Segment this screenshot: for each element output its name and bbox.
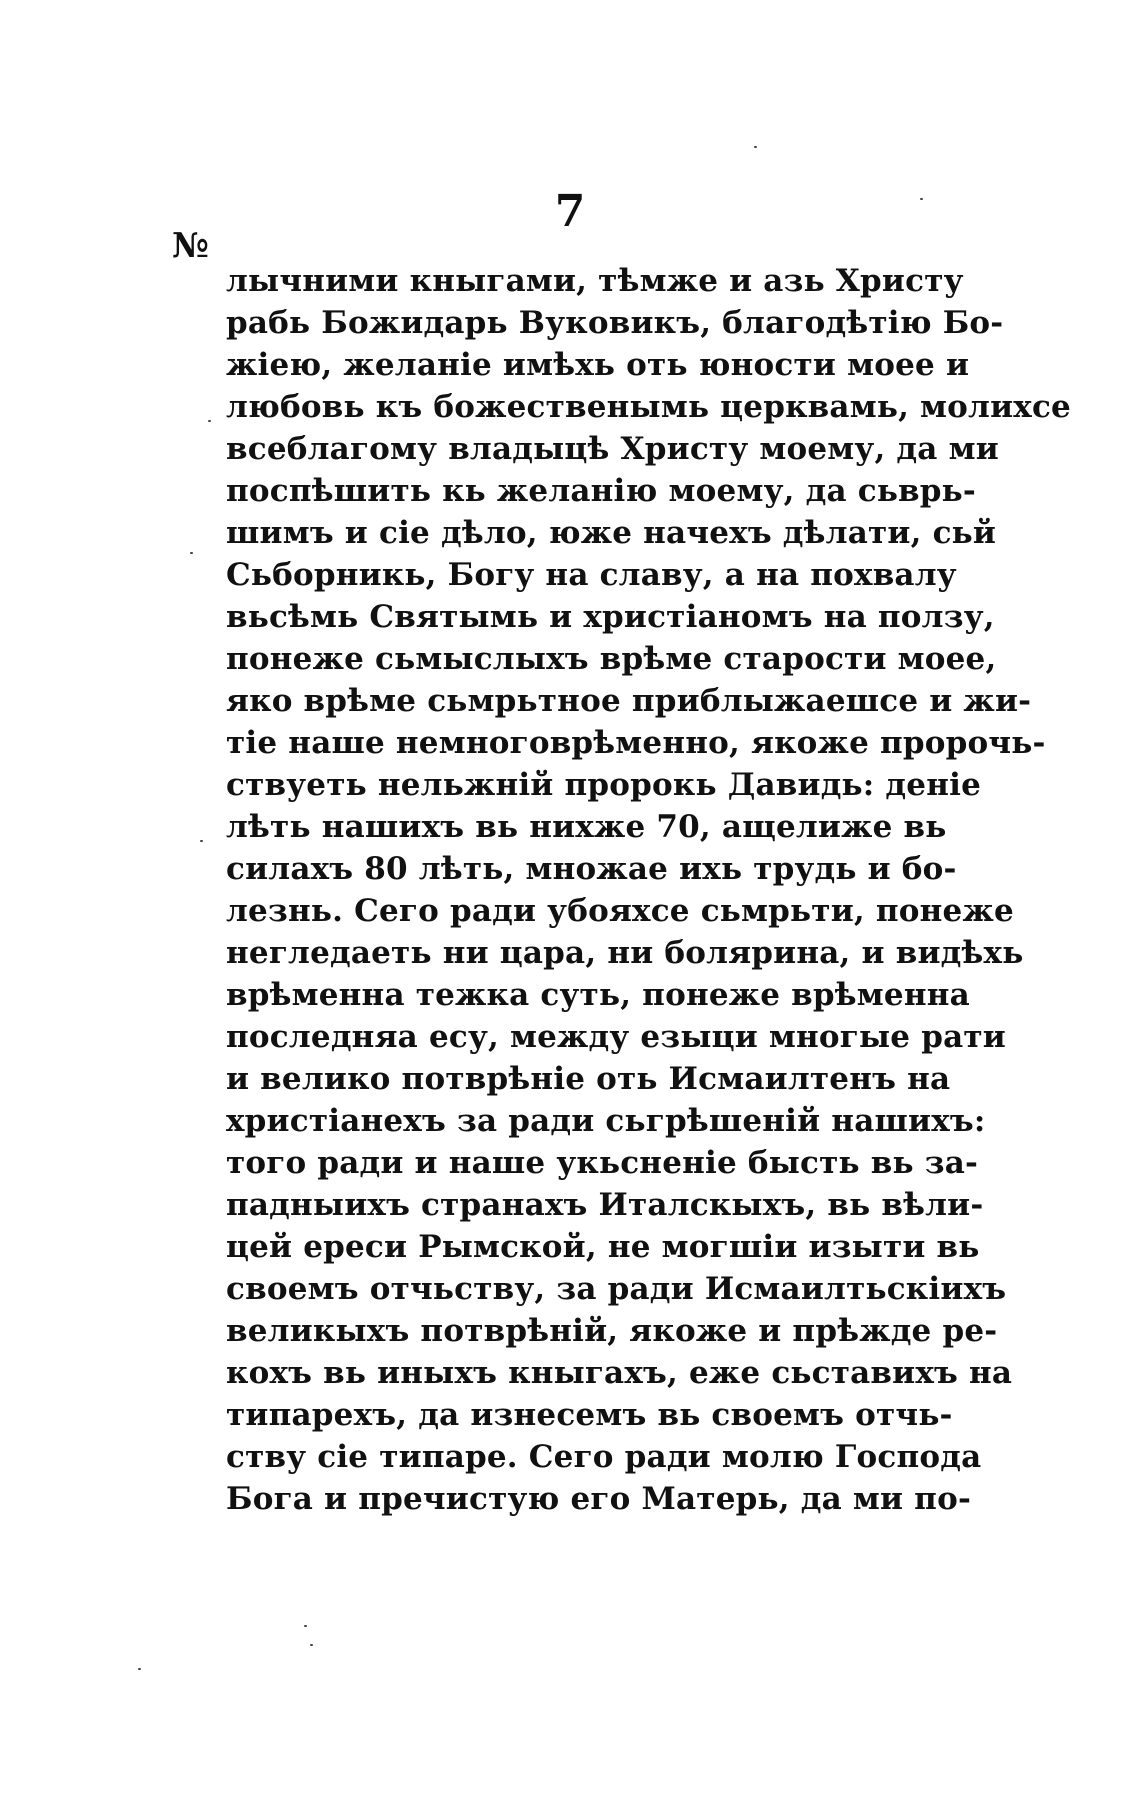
page-number: 7 xyxy=(554,186,586,237)
text-line: христіанехъ за ради сьгрѣшеній нашихъ: xyxy=(226,1103,986,1139)
text-line: ствуеть нельжній пророкь Давидь: деніе xyxy=(226,767,982,803)
text-line: всеблагому владыцѣ Христу моему, да ми xyxy=(226,431,999,467)
text-line: своемъ отчьству, за ради Исмаилтьскіихъ xyxy=(226,1271,1007,1307)
text-line: жіею, желаніе имѣхь оть юности моее и xyxy=(226,347,970,383)
text-line: Бога и пречистую его Матерь, да ми по- xyxy=(226,1481,972,1517)
scan-speck xyxy=(310,1644,313,1646)
text-line: рабь Божидарь Вуковикъ, благодѣтію Бо- xyxy=(226,305,1004,341)
text-line: яко врѣме сьмрьтное приблыжаешсе и жи- xyxy=(226,683,1032,719)
text-line: и велико потврѣніе оть Исмаилтенъ на xyxy=(226,1061,951,1097)
scan-speck xyxy=(920,198,923,200)
text-line: кохъ вь иныхъ кныгахъ, еже сьставихъ на xyxy=(226,1355,1013,1391)
text-line: лычними кныгами, тѣмже и азь Христу xyxy=(226,263,964,299)
signature-mark: № xyxy=(172,226,209,266)
text-line: вьсѣмь Святымь и христіаномъ на ползу, xyxy=(226,599,995,635)
scan-speck xyxy=(304,1625,307,1627)
text-line: последняа есу, между езыци многые рати xyxy=(226,1019,1006,1055)
scan-speck xyxy=(190,552,193,554)
text-line: лезнь. Сего ради убояхсе сьмрьти, понеже xyxy=(226,893,1014,929)
text-line: падныихъ странахъ Италскыхъ, вь вѣли- xyxy=(226,1187,984,1223)
text-line: цей ереси Рымской, не могшіи изыти вь xyxy=(226,1229,980,1265)
text-line: шимъ и сіе дѣло, юже начехъ дѣлати, сьй xyxy=(226,515,997,551)
text-line: поспѣшить кь желанію моему, да сьврь- xyxy=(226,473,976,509)
scan-speck xyxy=(200,840,203,842)
scan-speck xyxy=(138,1668,141,1670)
text-line: Сьборникь, Богу на славу, а на похвалу xyxy=(226,557,957,593)
text-line: типарехъ, да изнесемъ вь своемъ отчь- xyxy=(226,1397,953,1433)
scan-speck xyxy=(208,420,211,422)
text-line: понеже сьмыслыхъ врѣме старости моее, xyxy=(226,641,997,677)
text-line: лѣть нашихъ вь нихже 70, ащелиже вь xyxy=(226,809,947,845)
text-line: врѣменна тежка суть, понеже врѣменна xyxy=(226,977,970,1013)
text-line: силахъ 80 лѣть, множае ихь трудь и бо- xyxy=(226,851,957,887)
text-line: тіе наше немноговрѣменно, якоже пророчь- xyxy=(226,725,1046,761)
text-line: любовь къ божественымь церквамь, молихсе xyxy=(226,389,1071,425)
text-line: негледаеть ни цара, ни болярина, и видѣхь xyxy=(226,935,1024,971)
text-line: ству сіе типаре. Сего ради молю Господа xyxy=(226,1439,982,1475)
body-text xyxy=(226,260,1071,1520)
scan-speck xyxy=(754,146,757,148)
text-line: того ради и наше укьсненіе бысть вь за- xyxy=(226,1145,979,1181)
text-line: великыхъ потврѣній, якоже и прѣжде ре- xyxy=(226,1313,998,1349)
